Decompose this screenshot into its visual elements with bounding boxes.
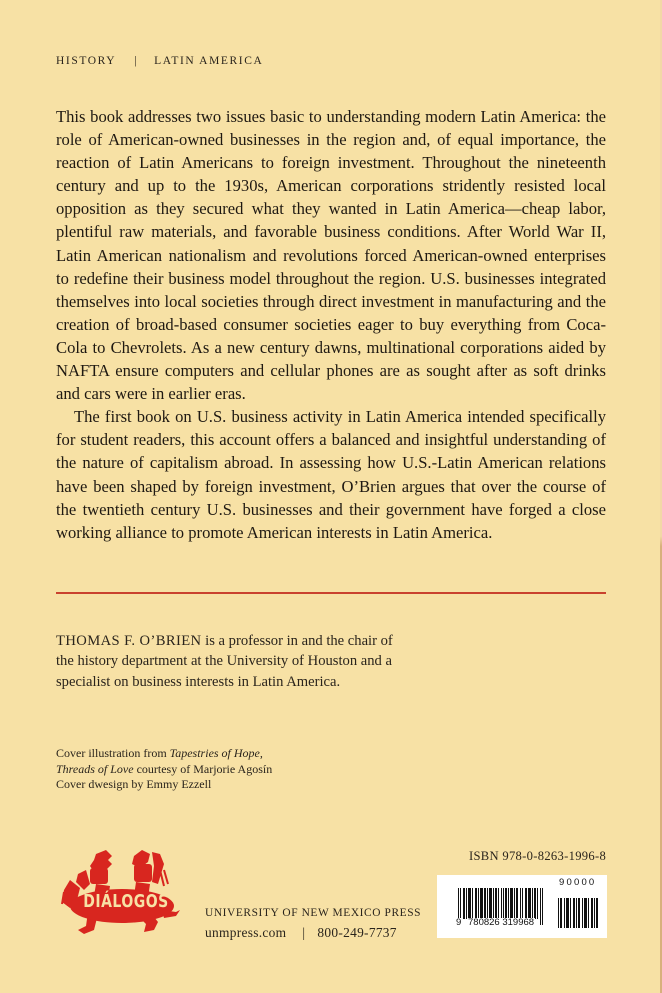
category-latin-america: LATIN AMERICA: [154, 55, 264, 67]
red-divider-rule: [56, 592, 606, 594]
design-credit: Cover dwesign by Emmy Ezzell: [56, 777, 212, 792]
publisher-phone: 800-249-7737: [317, 925, 397, 940]
isbn-label: ISBN 978-0-8263-1996-8: [469, 849, 607, 863]
publisher-contact-separator: |: [302, 925, 306, 940]
category-separator: |: [134, 55, 139, 67]
category-history: HISTORY: [56, 55, 117, 67]
barcode-first-digit: 9: [456, 917, 462, 928]
book-description: [56, 105, 606, 544]
illustration-credit-prefix: Cover illustration from: [56, 746, 170, 760]
barcode-digits: 780826 319968: [468, 917, 535, 928]
publisher-contact: [205, 925, 397, 941]
publisher-name: UNIVERSITY OF NEW MEXICO PRESS: [205, 907, 422, 919]
description-paragraph-2: The first book on U.S. business activity in Latin America intended specifically for student readers, this account offers a balanced and insightful understanding of the nature of capitalism abroad. In assessing how U.S.-Latin American relations have been shaped by foreign investment, O’Brien argues that over the course of the twentieth century U.S. businesses and their government have forged a close working alliance to promote American interests in Latin America.: [56, 407, 606, 542]
subject-category: [56, 55, 263, 67]
author-bio: [56, 631, 406, 692]
illustration-credit-suffix: courtesy of Marjorie Agosín: [133, 761, 273, 776]
publisher-website[interactable]: unmpress.com: [205, 925, 287, 940]
author-bio-text: is a professor in and the chair of the history department at the University of Houston and a specialist on business interests in Latin America.: [56, 633, 393, 690]
isbn-barcode: [437, 875, 607, 938]
dialogos-logo-text: DIÁLOGOS: [83, 892, 169, 912]
cover-credits: [56, 746, 376, 793]
illustration-credit-line-1: [56, 746, 376, 762]
barcode-addon-digits: 90000: [559, 877, 597, 888]
description-paragraph-1: This book addresses two issues basic to understanding modern Latin America: the role of American-owned businesses in the region and, of equal importance, the reaction of Latin Americans to foreign investment. Throughout the nineteenth century and up to the 1930s, American corporations stridently resisted local opposition as they secured what they wanted in Latin America—cheap labor, plentiful raw materials, and favorable business conditions. After World War II, Latin American nationalism and revolutions forced American-owned enterprises to redefine their business model throughout the region. U.S. businesses integrated themselves into local societies through direct investment in manufacturing and the creation of broad-based consumer societies eager to buy everything from Coca-Cola to Chevrolets. As a new century dawns, multinational corporations aided by NAFTA ensure computers and cellular phones are as sought after as soft drinks and cars were in earlier eras.: [56, 107, 606, 404]
illustration-title-part-1: Tapestries of Hope,: [169, 746, 263, 760]
dialogos-series-logo: [56, 848, 186, 938]
author-name: THOMAS F. O’BRIEN: [56, 633, 202, 649]
illustration-credit-line-2: [56, 762, 376, 778]
illustration-title-part-2: Threads of Love: [56, 761, 134, 776]
